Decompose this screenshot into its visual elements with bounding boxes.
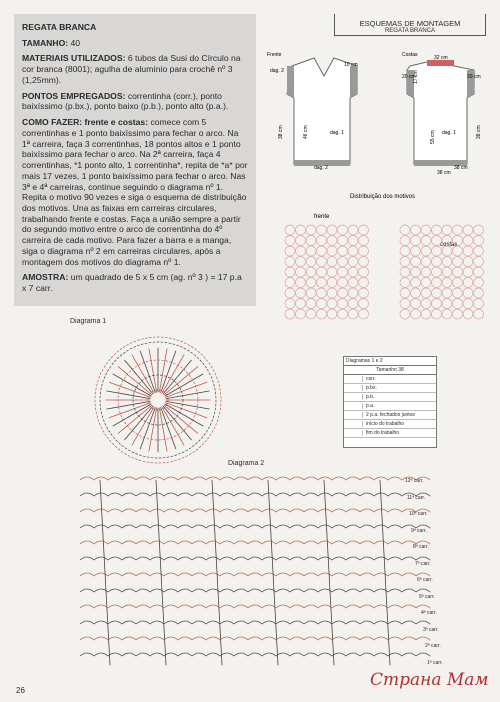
measure-55: 55 cm (430, 130, 436, 144)
measure-38-back-bottom: 38 cm (454, 165, 468, 171)
row-label: 3ª carr. (423, 626, 439, 633)
row-label: 6ª carr. (417, 577, 433, 583)
diagram-1 (60, 318, 260, 478)
legend-item: p.bx. (344, 384, 436, 393)
row-label: 8ª carr. (413, 544, 429, 550)
diagram2-title: Diagrama 2 (228, 460, 265, 467)
back-motif-label: costas (440, 242, 458, 248)
measure-20b: 20 cm (467, 74, 481, 80)
garment-schematics (262, 14, 490, 184)
measure-10: 10 cm (344, 62, 358, 68)
materials-paragraph: MATERIAIS UTILIZADOS: 6 tubos da Susi do Círculo na cor branca (8001); agulha de alumínio para crochê nº 3 (1,25mm). (22, 53, 241, 85)
measure-20: 20 cm (402, 74, 416, 80)
assembly-scheme (262, 14, 490, 184)
dag2-front-bottom: dag. 2 (314, 165, 328, 171)
row-label: 7ª carr. (415, 560, 431, 567)
diagram-2 (70, 460, 490, 685)
measure-38: 38 cm (437, 170, 451, 176)
page-number: 26 (16, 686, 25, 695)
legend-item: p.b. (344, 393, 436, 402)
dag1-back: dag. 1 (442, 130, 456, 136)
legend-box (343, 356, 437, 448)
row-label: 1ª carr. (427, 659, 443, 666)
legend-item: 2 p.a. fechados juntos (344, 411, 436, 420)
row-label: 10ª carr. (409, 511, 428, 517)
legend-size: Tamanho 38 (344, 366, 436, 375)
instructions-box (14, 14, 256, 306)
measure-46: 46 cm (303, 125, 309, 139)
legend-item: início do trabalho (344, 420, 436, 429)
motif-grid (262, 190, 490, 325)
legend-item: p.a. (344, 402, 436, 411)
size-line: TAMANHO: 40 (22, 37, 81, 48)
measure-32: 32 cm (434, 55, 448, 61)
dag2-front: dag. 2 (270, 68, 284, 74)
legend-item: corr. (344, 375, 436, 384)
gauge-paragraph: AMOSTRA: um quadrado de 5 x 5 cm (ag. nº 3 ) = 17 p.a x 7 carr. (22, 272, 242, 294)
row-label: 11ª carr. (407, 494, 426, 501)
legend-item: fim do trabalho (344, 429, 436, 438)
dag1-front: dag. 1 (330, 130, 344, 136)
motif-title: Distribuição dos motivos (350, 194, 416, 200)
front-label: Frente (267, 52, 282, 58)
row-label: 5ª carr. (419, 593, 435, 600)
motif-distribution (262, 190, 490, 325)
row-label: 2ª carr. (425, 643, 441, 649)
measure-38-side: 38 cm (278, 125, 284, 139)
front-motif-label: frente (314, 214, 330, 220)
diagram2-chart (70, 460, 490, 685)
diagram1-title: Diagrama 1 (70, 318, 107, 325)
diagram1-chart (60, 318, 260, 478)
row-label: 9ª carr. (411, 527, 427, 534)
row-label: 12ª carr. (405, 478, 424, 484)
stitches-paragraph: PONTOS EMPREGADOS: correntinha (corr.), ponto baixíssimo (p.bx.), ponto baixo (p.b.), ponto alto (p.a.). (22, 90, 229, 112)
legend-items (344, 375, 436, 438)
howto-paragraph: COMO FAZER: frente e costas: comece com 5 correntinhas e 1 ponto baixíssimo para fechar o arco. Na 1ª carreira, faça 3 correntinhas, 18 pontos altos e 1 ponto baixíssimo para fechar o arco. Na 2ª carreira, faça 4 correntinhas, *1 ponto alto, 1 correntinha*, repita de *a* por mais 17 vezes, 1 ponto baixíssimo para fechar o arco. Nas 3ª e 4ª carreiras, continue seguindo o diagrama nº 1. Repita o motivo 90 vezes e siga o esquema de distribuição dos motivos. Una as faixas em carreiras circulares, trabalhando frente e costas. Faça a união sempre a partir do segundo motivo entre o arco de correntinha do 4º carreira de cada motivo. Para fazer a barra e a manga, siga o diagrama nº 2 em carreiras circulares, após a montagem dos motivos do diagrama nº 1. (22, 117, 248, 267)
back-label: Costas (402, 52, 418, 58)
watermark: Страна Мам (370, 670, 489, 690)
front-garment (287, 58, 357, 166)
measure-38-back-side: 38 cm (476, 125, 482, 139)
row-label: 4ª carr. (421, 610, 437, 616)
legend-title: Diagramas 1 e 2 (344, 357, 436, 366)
pattern-title: REGATA BRANCA (22, 22, 97, 32)
measure-17: 17 cm (413, 70, 419, 84)
scheme-title: ESQUEMAS DE MONTAGEM REGATA BRANCA (334, 14, 486, 36)
